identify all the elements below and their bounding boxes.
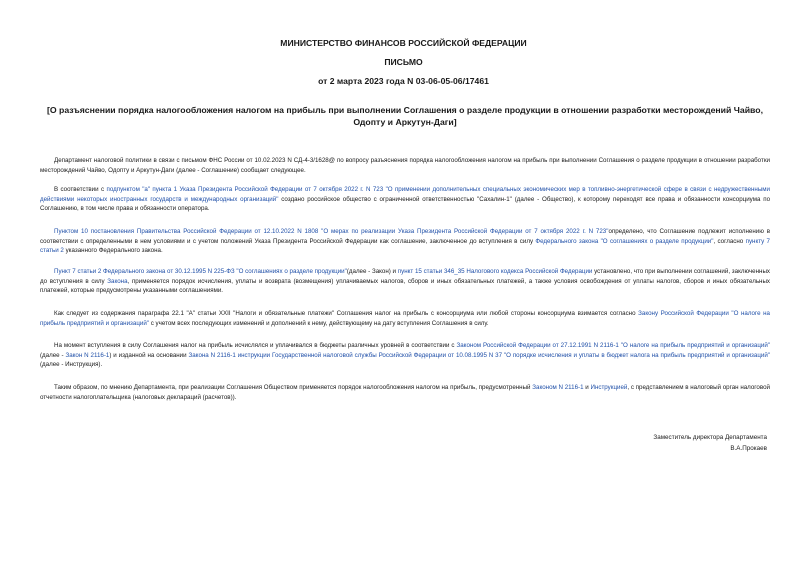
paragraph-text: с учетом всех последующих изменений и дополнений к нему, действующему на дату вступления Соглашения в силу. (149, 319, 489, 327)
signatory-position: Заместитель директора Департамента (653, 434, 767, 441)
paragraph-text: установлено, что при выполнении соглашений, заключенных до вступления в силу (40, 268, 770, 285)
link-article-2-item-7[interactable]: пункту 7 статьи 2 (40, 237, 771, 254)
document-title: [О разъяснении порядка налогообложения налогом на прибыль при выполнении Соглашения о разделе продукции в отношении разработки месторождений Чайво, Одопту и Аркутун-Даги] (46, 105, 763, 127)
link-law-225-fz[interactable]: Пункт 7 статьи 2 Федерального закона от 30.12.1995 N 225-ФЗ "О соглашениях о разделе продукции" (54, 268, 347, 275)
paragraph-text: Как следует из содержания параграфа 22.1 "А" статьи XXII "Налоги и обязательные платежи" Соглашения налог на прибыль с консорциума или любой стороны консорциума взимается согласно (54, 310, 639, 317)
paragraph-text: , применяется порядок исчисления, уплаты и возврата (возмещения) уплачиваемых налогов, сборов и иных обязательных платежей, а также условия освобождения от уплаты налогов, сборов и иных обязательных платежей, которые предусмотрены указанными соглашениями. (40, 277, 771, 294)
link-resolution-1808[interactable]: Пунктом 10 постановления Правительства Российской Федерации от 12.10.2022 N 1808 "О мерах по реализации Указа Президента Российской Федерации от 7 октября 2022 г. N 723" (54, 228, 609, 235)
paragraph-text: указанного Федерального закона. (63, 247, 163, 254)
paragraph-5 (40, 309, 770, 328)
document-date-number: от 2 марта 2023 года N 03-06-05-06/17461 (318, 76, 489, 86)
ministry-heading: МИНИСТЕРСТВО ФИНАНСОВ РОССИЙСКОЙ ФЕДЕРАЦИИ (280, 38, 527, 48)
paragraph-4 (40, 267, 770, 296)
link-law-2116-1[interactable]: Закон N 2116-1 (65, 351, 110, 359)
paragraph-text: , с представлением в налоговый орган налоговой отчетности налогоплательщика (налоговых деклараций (расчетов)). (40, 384, 770, 401)
link-decree-723[interactable]: подпунктом "а" пункта 1 Указа Президента Российской Федерации от 7 октября 2022 г. N 723 "О применении дополнительных специальных экономических мер в топливно-энергетической сфере в связи с недружественными действиями некоторых иностранных государств и международных организаций" (40, 186, 771, 203)
link-law-2116-1-full[interactable]: Законом Российской Федерации от 27.12.1991 N 2116-1 "О налоге на прибыль предприятий и организаций" (456, 342, 770, 349)
paragraph-text: (далее - (40, 351, 66, 359)
paragraph-text: (далее - Закон) и (346, 268, 398, 275)
link-instruction[interactable]: Инструкцией (590, 384, 628, 391)
link-profit-tax-law[interactable]: Закону Российской Федерации "О налоге на прибыль предприятий и организаций" (40, 310, 770, 327)
paragraph-text: создано российское общество с ограниченной ответственностью "Сахалин-1" (далее - Общество), к которому переходят все права и обязанности консорциума по Соглашению, в том числе права и обязанности оператора. (40, 195, 771, 212)
paragraph-text: , согласно (713, 237, 746, 245)
signatory-name: В.А.Прокаев (730, 445, 767, 452)
paragraph-text: и (583, 384, 591, 391)
paragraph-text: (далее - Инструкция). (40, 361, 103, 368)
paragraph-text: определено, что Соглашение подлежит исполнению в соответствии с определенными в нем условиями и с учетом положений Указа Президента Российской Федерации как соглашение, заключенное до вступления в силу (40, 228, 770, 245)
link-instruction-37[interactable]: инструкции Государственной налоговой службы Российской Федерации от 10.08.1995 N 37 "О порядке исчисления и уплаты в бюджет налога на прибыль предприятий и организаций" (237, 351, 770, 359)
link-psa-law[interactable]: Федерального закона "О соглашениях о разделе продукции" (535, 237, 714, 245)
link-law[interactable]: Закона (107, 277, 128, 285)
document-type: ПИСЬМО (384, 57, 423, 67)
paragraph-text: Департамент налоговой политики в связи с письмом ФНС России от 10.02.2023 N СД-4-3/1628@ по вопросу разъяснения порядка налогообложения налогом на прибыль при выполнении Соглашения о разделе продукции в отношении разработки месторождений Чайво, Одопту и Аркутун-Даги (далее - Соглашение) сообщает следующее. (40, 157, 770, 174)
paragraph-text: На момент вступления в силу Соглашения налог на прибыль исчислялся и уплачивался в бюджеты различных уровней в соответствии с (54, 342, 457, 349)
link-law-2116-1-conclusion[interactable]: Законом N 2116-1 (532, 384, 584, 391)
paragraph-text: ) и изданной на основании (109, 351, 189, 359)
link-law-2116-1-basis[interactable]: Закона N 2116-1 (188, 351, 236, 359)
paragraph-3 (40, 227, 770, 256)
paragraph-2 (40, 185, 770, 214)
paragraph-text: В соответствии с (54, 186, 107, 193)
link-tax-code-346-35[interactable]: пункт 15 статьи 346_35 Налогового кодекса Российской Федерации (397, 268, 593, 275)
paragraph-6 (40, 341, 770, 370)
paragraph-text: Таким образом, по мнению Департамента, при реализации Соглашения Обществом применяется порядок налогообложения налогом на прибыль, предусмотренный (54, 384, 533, 391)
signature-block (467, 432, 767, 454)
paragraph-1 (40, 156, 770, 175)
paragraph-7 (40, 383, 770, 402)
